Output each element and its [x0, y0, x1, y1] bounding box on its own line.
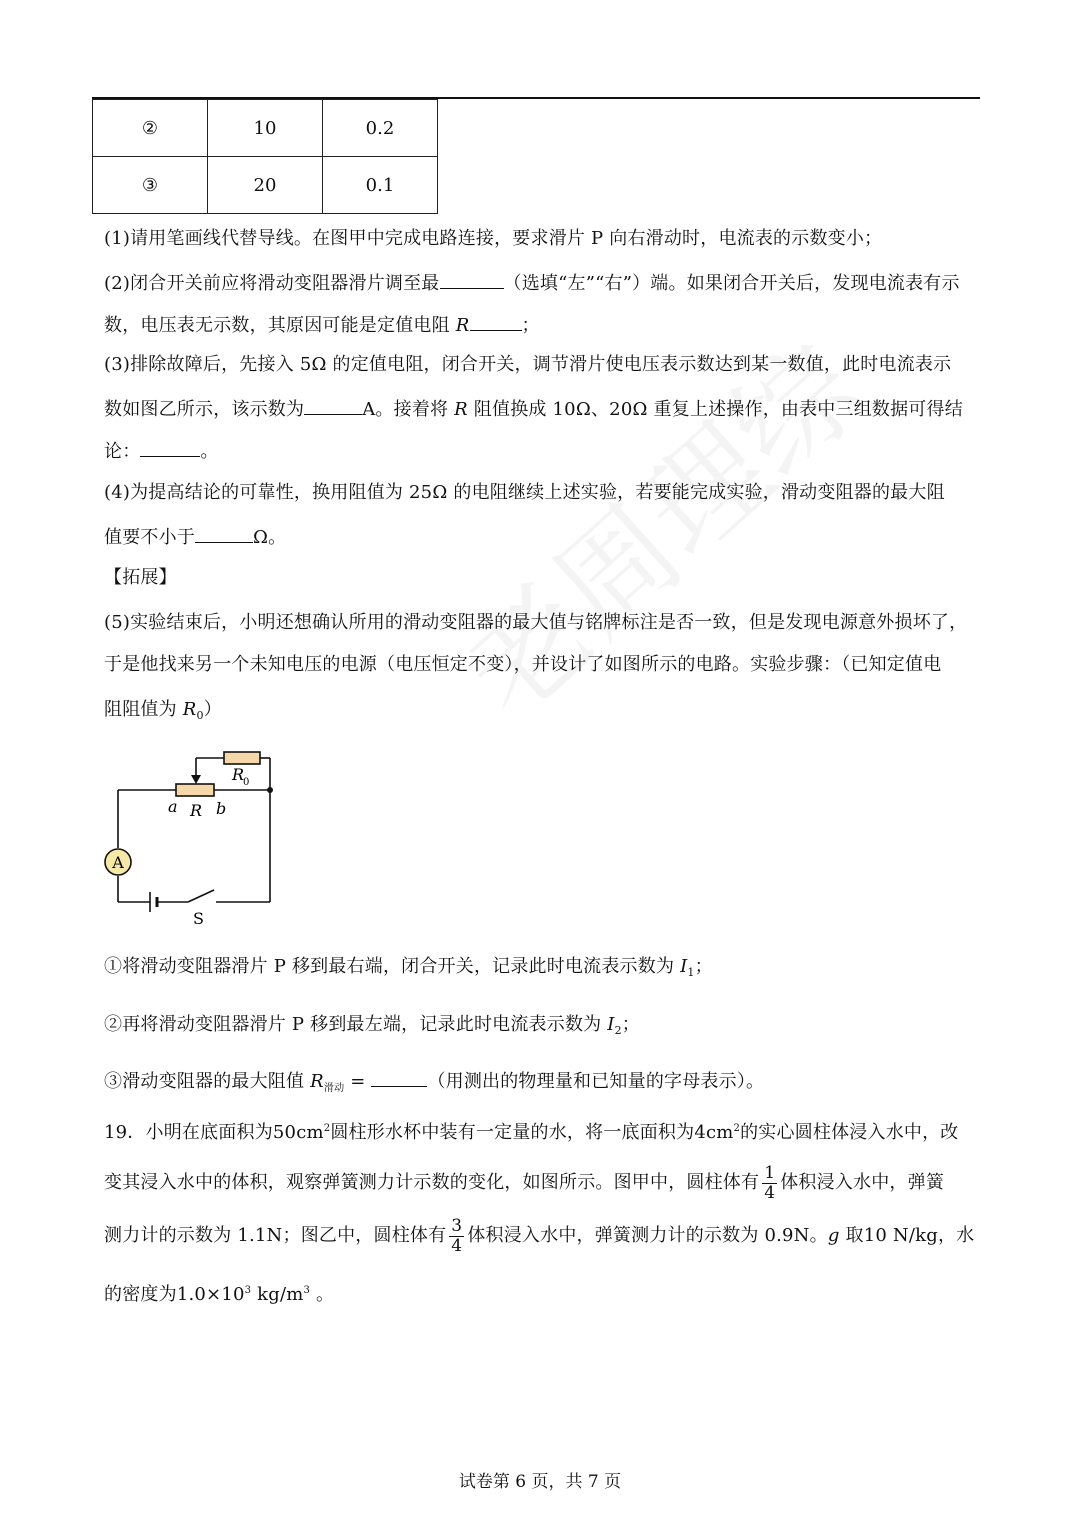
q19-text-a2: 圆柱形水杯中装有一定量的水，将一底面积为 — [330, 1122, 695, 1143]
q3-text-b: 数如图乙所示，该示数为 — [104, 399, 305, 420]
table-row — [93, 100, 438, 157]
question-19-line-3 — [104, 1216, 974, 1256]
step-3 — [104, 1066, 764, 1102]
switch-lever — [188, 890, 214, 902]
var-r: R — [455, 315, 470, 336]
var-r: R — [454, 399, 468, 420]
fraction-numerator: 3 — [451, 1215, 463, 1236]
q19-unit-exponent: 3 — [303, 1285, 311, 1296]
q19-text-c1: 测力计的示数为 1.1N；图乙中，圆柱体有 — [104, 1225, 447, 1246]
rheostat-resistor — [176, 784, 214, 796]
answer-blank — [304, 394, 362, 415]
terminal-b-label: b — [216, 799, 227, 818]
var-r-slide-subscript: 滑动 — [323, 1083, 345, 1094]
q19-g-value: 10 N/kg — [863, 1225, 938, 1246]
q19-text-c3: 取 — [839, 1225, 864, 1246]
table-cell-index: ③ — [93, 157, 208, 214]
circuit-diagram — [100, 742, 290, 932]
q3-text-a: (3)排除故障后，先接入 5Ω 的定值电阻，闭合开关，调节滑片使电压表示数达到某一数值，此时电流表示 — [104, 354, 952, 375]
table-cell-resistance: 20 — [208, 157, 323, 214]
q19-area-1-exponent: 2 — [323, 1123, 331, 1134]
terminal-a-label: a — [168, 797, 178, 816]
question-19-line-2 — [104, 1163, 944, 1203]
step-2 — [104, 1012, 640, 1044]
fraction-numerator: 1 — [764, 1162, 776, 1183]
step-3-text: ③滑动变阻器的最大阻值 — [104, 1071, 311, 1092]
q19-text-d2: 。 — [310, 1284, 335, 1305]
q2-text-c: 数，电压表无示数，其原因可能是定值电阻 — [104, 315, 456, 336]
step-3-end: （用测出的物理量和已知量的字母表示）。 — [427, 1071, 765, 1092]
step-1-text: ①将滑动变阻器滑片 P 移到最右端，闭合开关，记录此时电流表示数为 — [104, 956, 681, 977]
var-r0: R — [182, 699, 197, 720]
fraction-one-quarter — [762, 1164, 777, 1203]
q3-text-f: 。 — [200, 441, 219, 462]
q5-text-d: ） — [203, 699, 222, 720]
page-footer: 试卷第 6 页，共 7 页 — [458, 1472, 622, 1492]
question-2-line-1 — [104, 268, 960, 297]
step-1-end: ； — [694, 956, 713, 977]
question-19-line-4 — [104, 1278, 334, 1308]
question-1-text: (1)请用笔画线代替导线。在图甲中完成电路连接，要求滑片 P 向右滑动时，电流表的示数变小； — [104, 228, 883, 249]
answer-blank — [371, 1066, 427, 1087]
q19-density-value: 1.0×10 — [176, 1284, 245, 1305]
table-row — [93, 157, 438, 214]
q19-text-d1: 的密度为 — [104, 1284, 177, 1305]
table-cell-resistance: 10 — [208, 100, 323, 157]
q19-text-b2: 体积浸入水中，弹簧 — [780, 1172, 945, 1193]
q5-text-b: 于是他找来另一个未知电压的电源（电压恒定不变），并设计了如图所示的电路。实验步骤：（已知定值电 — [104, 654, 942, 675]
q19-area-2-exponent: 2 — [733, 1123, 741, 1134]
answer-blank — [440, 268, 504, 289]
question-4-line-2 — [104, 522, 286, 551]
q2-text-b: （选填“左”“右”）端。如果闭合开关后，发现电流表有示 — [503, 273, 960, 294]
table-cell-index: ② — [93, 100, 208, 157]
junction-dot — [267, 787, 273, 793]
q5-text-c: 阻阻值为 — [104, 699, 183, 720]
slider-arrow-icon — [191, 775, 201, 784]
table-cell-current: 0.1 — [323, 157, 438, 214]
equals-sign: = — [344, 1071, 372, 1092]
q2-text-d: ； — [521, 315, 540, 336]
q5-text-a: (5)实验结束后，小明还想确认所用的滑动变阻器的最大值与铭牌标注是否一致，但是发现电源意外损坏了， — [104, 612, 968, 633]
answer-blank — [140, 436, 200, 457]
question-3-line-3 — [104, 436, 219, 465]
fraction-denominator: 4 — [451, 1235, 463, 1256]
q19-text-b1: 变其浸入水中的体积，观察弹簧测力计示数的变化，如图所示。图甲中，圆柱体有 — [104, 1172, 760, 1193]
q19-area-1: 50cm — [272, 1122, 324, 1143]
var-r0-subscript: 0 — [196, 709, 204, 722]
step-2-text: ②再将滑动变阻器滑片 P 移到最左端，记录此时电流表示数为 — [104, 1014, 608, 1035]
q19-area-2: 4cm — [694, 1122, 734, 1143]
question-5-line-3 — [104, 697, 222, 729]
var-i2: I — [607, 1014, 615, 1035]
q19-text-c2: 体积浸入水中，弹簧测力计的示数为 0.9N。 — [467, 1225, 828, 1246]
q19-text-c4: ，水 — [937, 1225, 975, 1246]
question-2-line-2 — [104, 310, 540, 339]
var-i1-subscript: 1 — [687, 966, 695, 979]
switch-label: S — [193, 909, 204, 928]
q19-density-exponent: 3 — [244, 1285, 252, 1296]
data-table — [92, 99, 438, 214]
q4-text-a: (4)为提高结论的可靠性，换用阻值为 25Ω 的电阻继续上述实验，若要能完成实验，滑动变阻器的最大阻 — [104, 482, 945, 503]
q3-text-e: 论： — [104, 441, 141, 462]
question-19-line-1 — [104, 1116, 959, 1146]
r0-resistor — [224, 752, 260, 764]
step-1 — [104, 954, 713, 986]
q19-density-unit: kg/m — [251, 1284, 304, 1305]
r0-label-subscript: 0 — [243, 777, 250, 788]
fraction-three-quarters — [449, 1217, 464, 1256]
var-i1: I — [680, 956, 688, 977]
var-g: g — [827, 1225, 840, 1246]
q4-text-c: Ω。 — [253, 527, 287, 548]
answer-blank — [195, 522, 253, 543]
r0-label: R — [232, 765, 245, 784]
q2-text-a: (2)闭合开关前应将滑动变阻器滑片调至最 — [104, 273, 440, 294]
fraction-denominator: 4 — [764, 1182, 776, 1203]
answer-blank — [470, 310, 522, 331]
q3-text-d: 阻值换成 10Ω、20Ω 重复上述操作，由表中三组数据可得结 — [467, 399, 963, 420]
q19-text-a3: 的实心圆柱体浸入水中，改 — [740, 1122, 959, 1143]
step-2-end: ； — [621, 1014, 640, 1035]
table-cell-current: 0.2 — [323, 100, 438, 157]
q3-text-c: A。接着将 — [362, 399, 455, 420]
q4-text-b: 值要不小于 — [104, 527, 195, 548]
var-i2-subscript: 2 — [614, 1024, 622, 1037]
var-r-slide: R — [310, 1071, 324, 1092]
question-1 — [104, 226, 882, 252]
ammeter-label: A — [112, 853, 124, 872]
rheostat-label: R — [190, 801, 203, 820]
extension-heading — [104, 565, 177, 591]
extension-heading-text: 【拓展】 — [104, 567, 177, 588]
q19-text-a1: 19．小明在底面积为 — [104, 1122, 273, 1143]
